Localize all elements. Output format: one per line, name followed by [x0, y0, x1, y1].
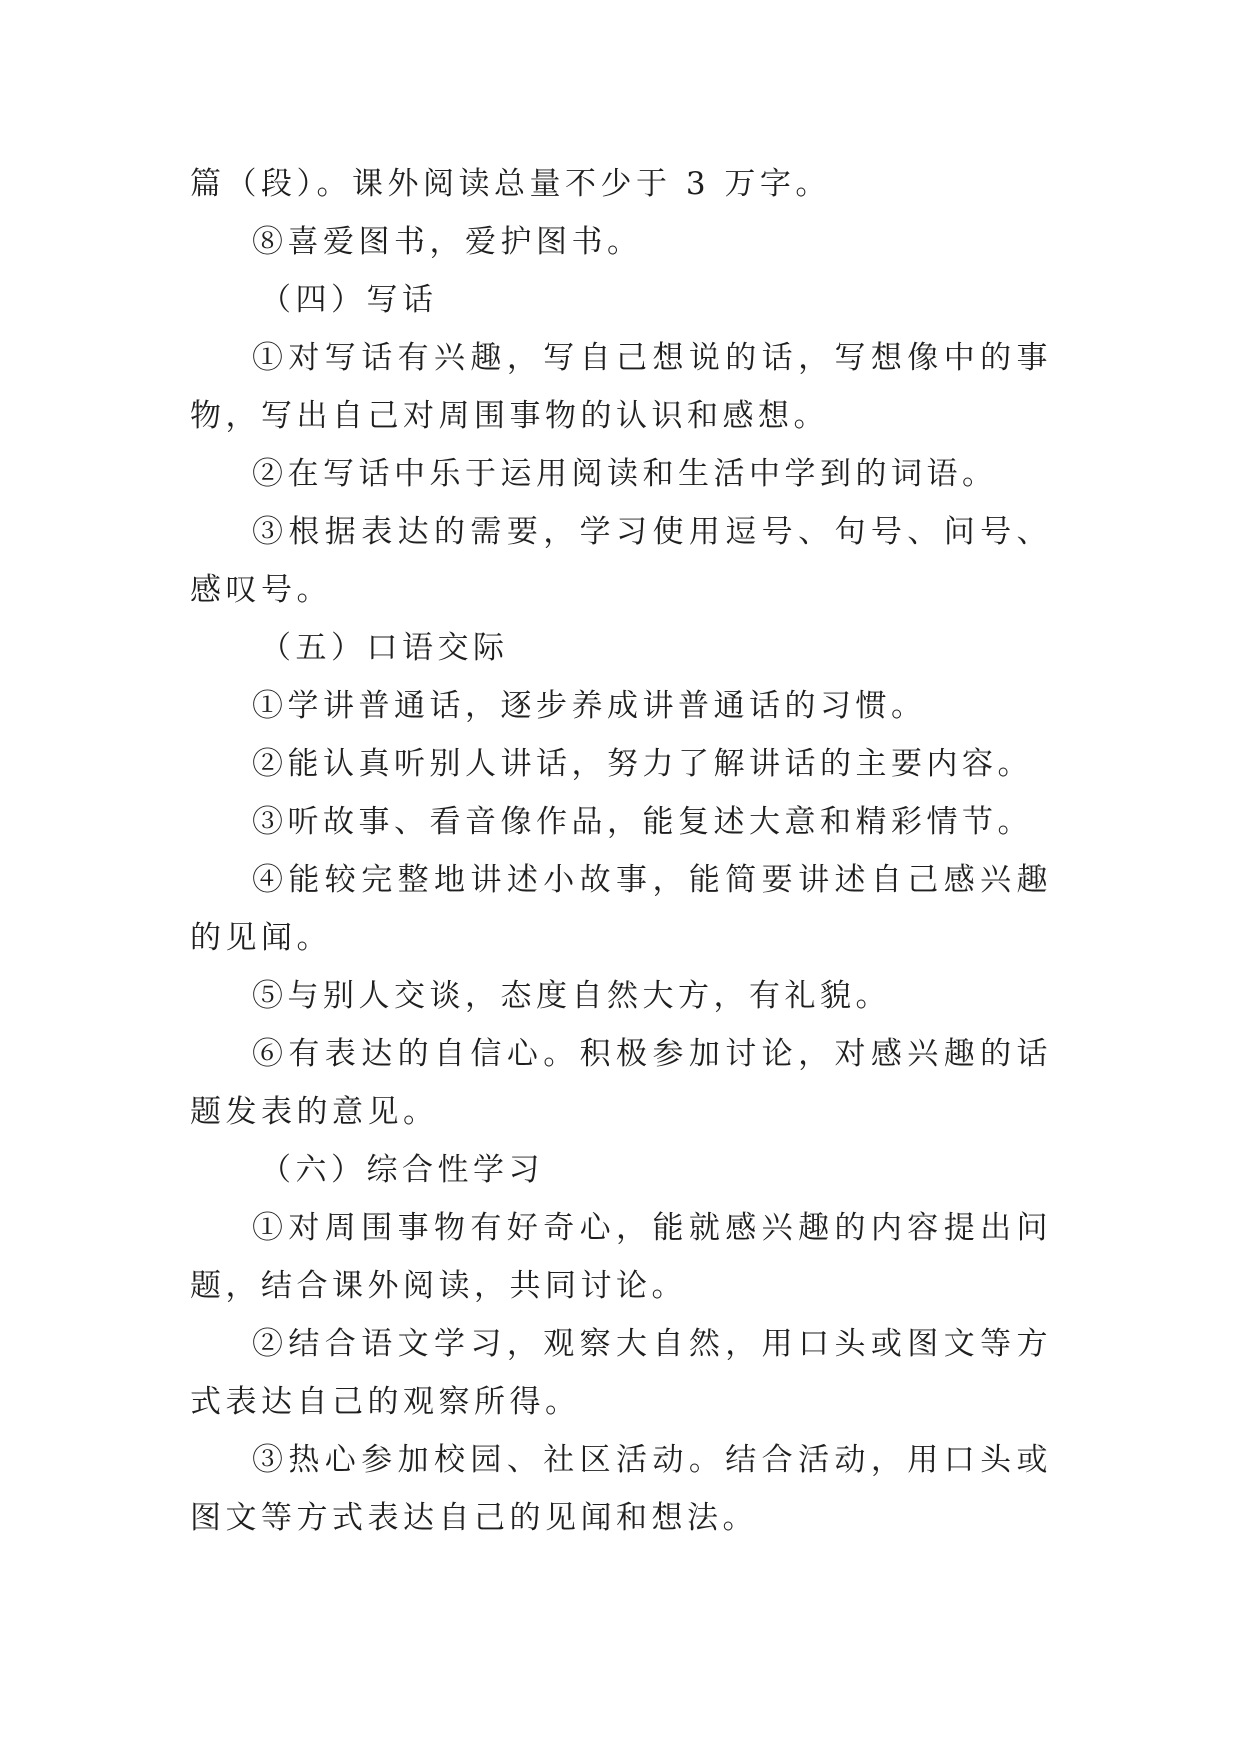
oral-item-1: ①学讲普通话，逐步养成讲普通话的习惯。 [252, 688, 927, 724]
writing-item-2: ②在写话中乐于运用阅读和生活中学到的词语。 [252, 456, 998, 492]
comprehensive-item-1: ①对周围事物有好奇心，能就感兴趣的内容提出问题，结合课外阅读，共同讨论。 [190, 1210, 1052, 1304]
section-heading-comprehensive-learning: （六）综合性学习 [260, 1152, 544, 1188]
oral-item-2: ②能认真听别人讲话，努力了解讲话的主要内容。 [252, 746, 1033, 782]
writing-item-3: ③根据表达的需要，学习使用逗号、句号、问号、感叹号。 [190, 514, 1052, 608]
paragraph-continuation: 篇（段）。课外阅读总量不少于 3 万字。 [190, 166, 831, 202]
comprehensive-item-3: ③热心参加校园、社区活动。结合活动，用口头或图文等方式表达自己的见闻和想法。 [190, 1442, 1052, 1536]
oral-item-5: ⑤与别人交谈，态度自然大方，有礼貌。 [252, 978, 891, 1014]
document-body [190, 155, 1052, 1547]
oral-item-4: ④能较完整地讲述小故事，能简要讲述自己感兴趣的见闻。 [190, 862, 1052, 956]
list-item-8-love-books: ⑧喜爱图书，爱护图书。 [252, 224, 643, 260]
oral-item-6: ⑥有表达的自信心。积极参加讨论，对感兴趣的话题发表的意见。 [190, 1036, 1052, 1130]
writing-item-1: ①对写话有兴趣，写自己想说的话，写想像中的事物，写出自己对周围事物的认识和感想。 [190, 340, 1052, 434]
oral-item-3: ③听故事、看音像作品，能复述大意和精彩情节。 [252, 804, 1033, 840]
section-heading-oral-communication: （五）口语交际 [260, 630, 509, 666]
comprehensive-item-2: ②结合语文学习，观察大自然，用口头或图文等方式表达自己的观察所得。 [190, 1326, 1052, 1420]
section-heading-writing: （四）写话 [260, 282, 438, 318]
